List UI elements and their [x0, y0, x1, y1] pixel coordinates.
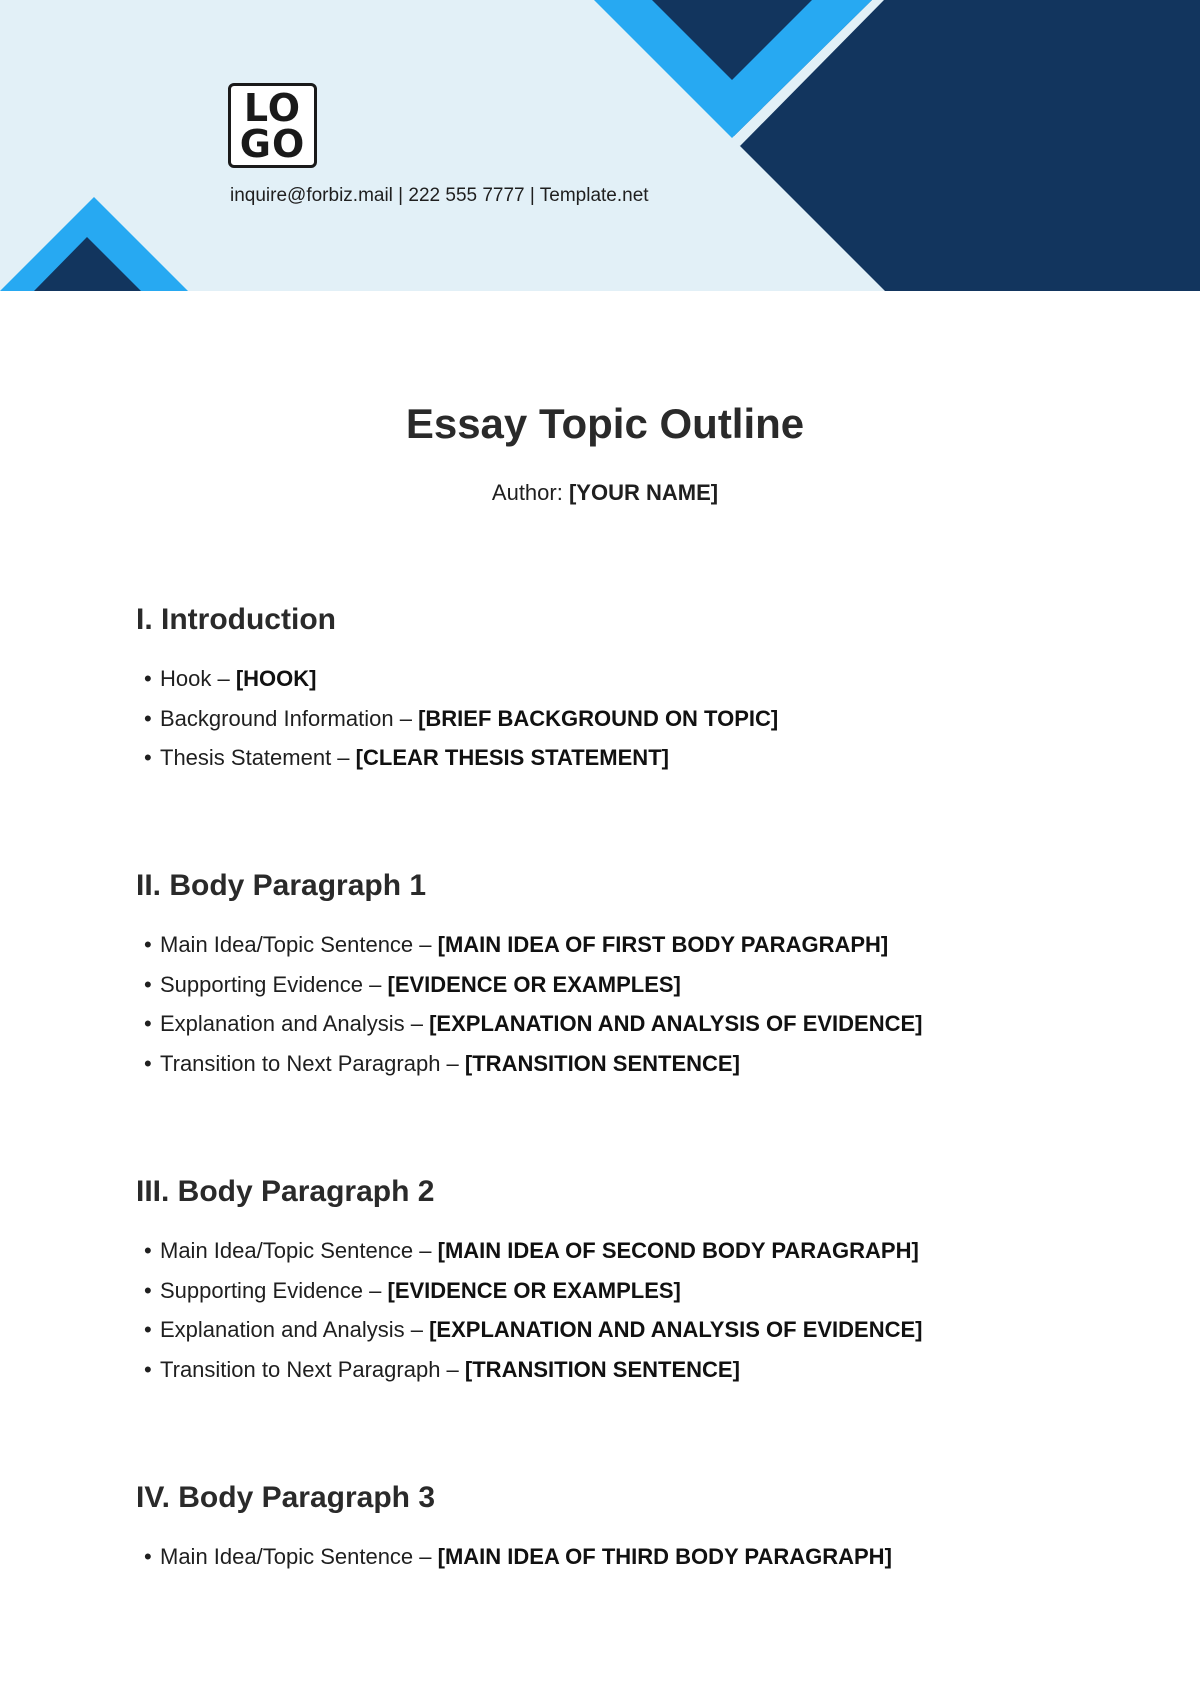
section-heading: I. Introduction	[136, 603, 336, 636]
item-value: [MAIN IDEA OF FIRST BODY PARAGRAPH]	[437, 932, 889, 957]
bullet-icon: •	[144, 1277, 152, 1303]
item-label: Explanation and Analysis –	[160, 1011, 423, 1036]
item-value: [EVIDENCE OR EXAMPLES]	[387, 1277, 681, 1303]
item-value: [MAIN IDEA OF SECOND BODY PARAGRAPH]	[437, 1238, 919, 1263]
logo	[228, 83, 317, 168]
decorative-shapes	[0, 0, 1200, 291]
section-body-paragraph-2	[136, 1175, 1136, 1389]
list-item	[136, 925, 1136, 965]
author-value: [YOUR NAME]	[568, 480, 719, 505]
list-item	[136, 1350, 1136, 1390]
contact-info: inquire@forbiz.mail | 222 555 7777 | Template.net	[230, 185, 649, 206]
list-item	[136, 1004, 1136, 1044]
item-label: Supporting Evidence –	[160, 971, 382, 997]
list-item	[136, 1310, 1136, 1350]
list-item	[136, 1271, 1136, 1311]
item-value: [EXPLANATION AND ANALYSIS OF EVIDENCE]	[429, 1317, 923, 1342]
item-label: Hook –	[160, 666, 230, 691]
item-label: Supporting Evidence –	[160, 1277, 382, 1303]
author-label: Author:	[491, 480, 563, 505]
logo-line-2: GO	[239, 121, 306, 166]
bullet-icon: •	[144, 1356, 152, 1382]
item-value: [CLEAR THESIS STATEMENT]	[355, 745, 669, 770]
list-item	[136, 1231, 1136, 1271]
bullet-icon: •	[144, 1317, 152, 1342]
bullet-icon: •	[144, 1544, 152, 1569]
section-introduction	[136, 603, 1136, 778]
bullet-icon: •	[144, 1238, 152, 1263]
bullet-icon: •	[144, 1050, 152, 1076]
bullet-icon: •	[144, 1011, 152, 1036]
item-value: [EXPLANATION AND ANALYSIS OF EVIDENCE]	[429, 1011, 923, 1036]
item-label: Main Idea/Topic Sentence –	[160, 1238, 432, 1263]
item-list	[136, 659, 1136, 778]
list-item	[136, 659, 1136, 699]
bullet-icon: •	[144, 705, 152, 731]
item-label: Background Information –	[160, 705, 412, 731]
item-list	[136, 1537, 1136, 1577]
item-label: Transition to Next Paragraph –	[160, 1356, 459, 1382]
item-value: [MAIN IDEA OF THIRD BODY PARAGRAPH]	[437, 1544, 892, 1569]
list-item	[136, 1044, 1136, 1084]
item-value: [TRANSITION SENTENCE]	[464, 1356, 740, 1382]
item-label: Explanation and Analysis –	[160, 1317, 423, 1342]
item-label: Main Idea/Topic Sentence –	[160, 1544, 432, 1569]
item-list	[136, 1231, 1136, 1389]
item-label: Thesis Statement –	[160, 745, 350, 770]
bullet-icon: •	[144, 971, 152, 997]
document-title: Essay Topic Outline	[405, 400, 805, 447]
list-item	[136, 1537, 1136, 1577]
bullet-icon: •	[144, 932, 152, 957]
item-value: [BRIEF BACKGROUND ON TOPIC]	[418, 705, 779, 731]
item-label: Main Idea/Topic Sentence –	[160, 932, 432, 957]
list-item	[136, 965, 1136, 1005]
section-heading: III. Body Paragraph 2	[136, 1175, 435, 1208]
item-value: [EVIDENCE OR EXAMPLES]	[387, 971, 681, 997]
list-item	[136, 738, 1136, 778]
item-label: Transition to Next Paragraph –	[160, 1050, 459, 1076]
list-item	[136, 699, 1136, 739]
bullet-icon: •	[144, 745, 152, 770]
letterhead	[0, 0, 1200, 291]
item-value: [HOOK]	[235, 666, 317, 691]
item-value: [TRANSITION SENTENCE]	[464, 1050, 740, 1076]
author-line	[0, 480, 1200, 506]
bullet-icon: •	[144, 666, 152, 691]
section-heading: II. Body Paragraph 1	[136, 869, 427, 902]
section-body-paragraph-3	[136, 1481, 1136, 1577]
item-list	[136, 925, 1136, 1083]
section-heading: IV. Body Paragraph 3	[136, 1481, 436, 1514]
logo-line-1: LO	[243, 85, 302, 130]
section-body-paragraph-1	[136, 869, 1136, 1083]
